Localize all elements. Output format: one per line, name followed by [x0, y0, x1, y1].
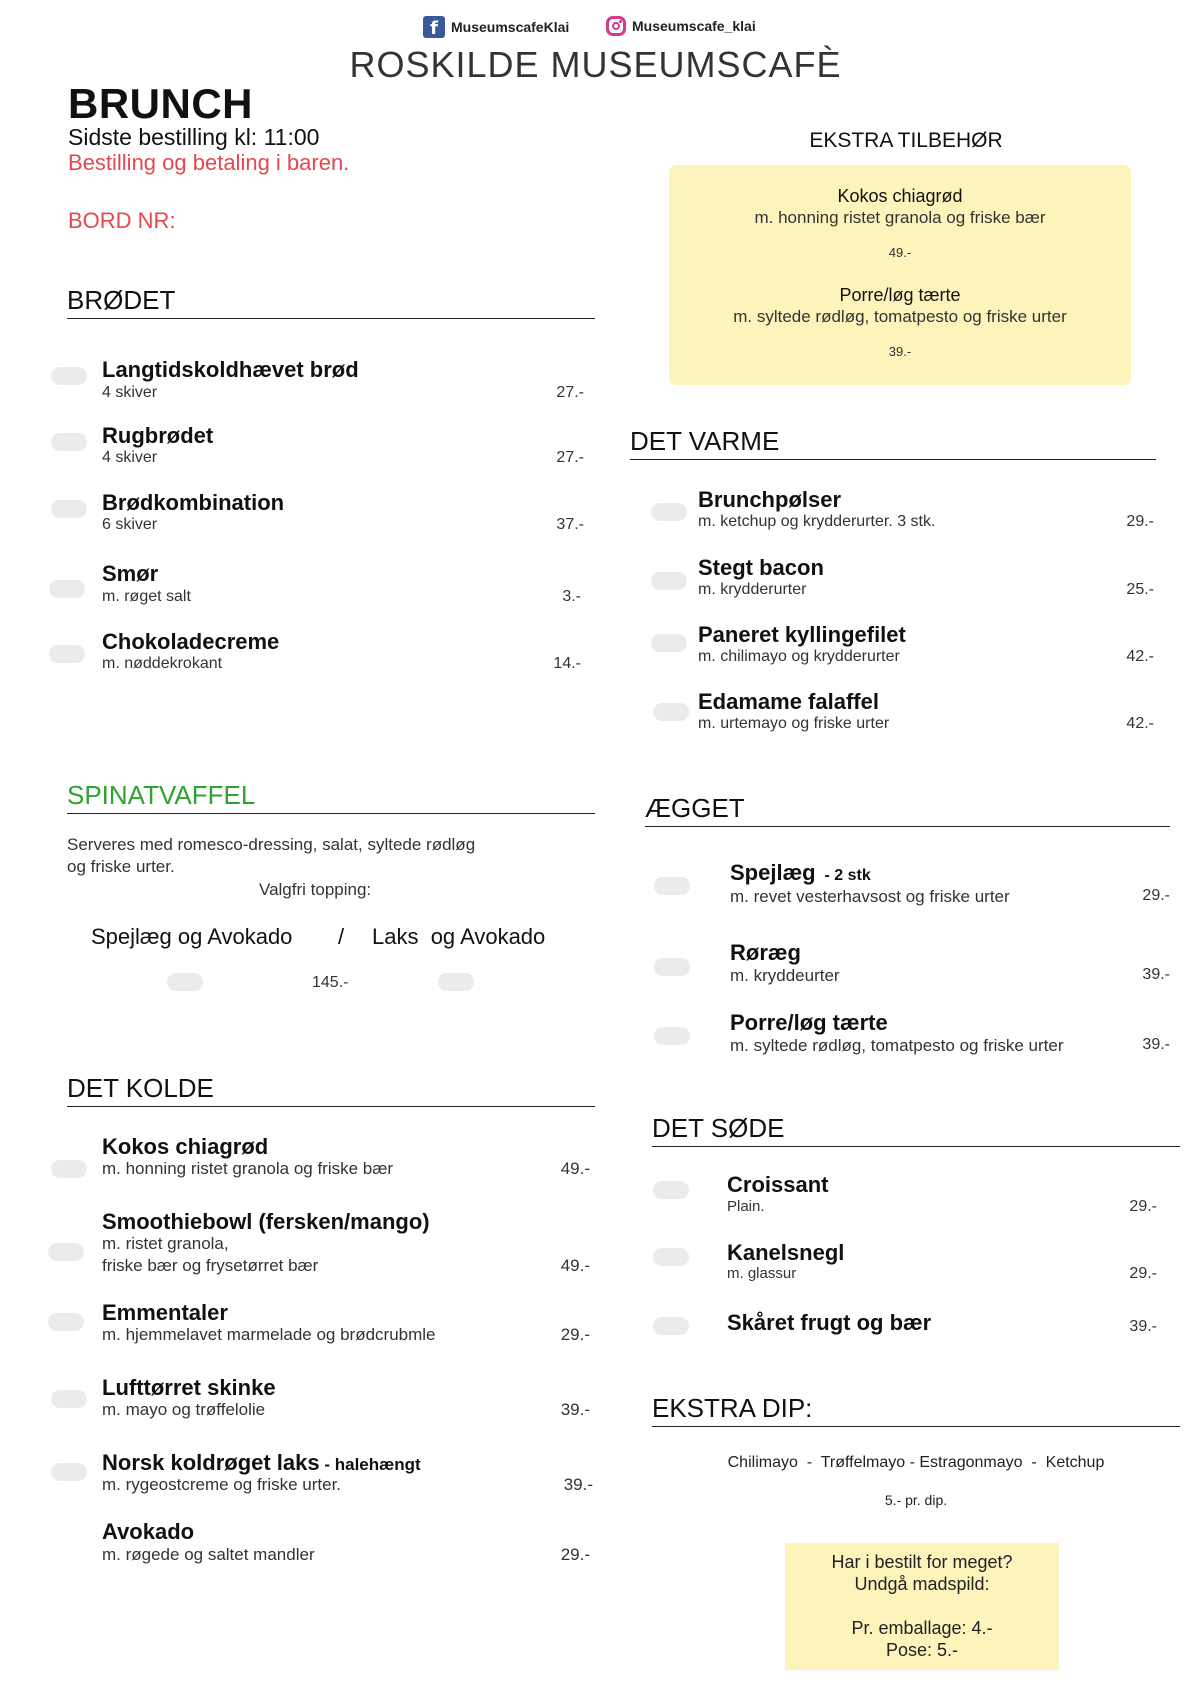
topping-option-egg-avocado: Spejlæg og Avokado [91, 924, 293, 949]
extra-item-price: 49.- [888, 245, 912, 260]
item-description: 4 skiver [102, 449, 158, 466]
order-checkbox[interactable] [654, 1027, 690, 1045]
item-price: 39.- [1129, 1318, 1157, 1335]
item-name: Brunchpølser [698, 487, 842, 512]
item-price: 29.- [560, 1325, 590, 1344]
item-name: Porre/løg tærte [730, 1010, 888, 1035]
instagram-icon [606, 16, 626, 36]
order-checkbox[interactable] [654, 877, 690, 895]
item-price: 49.- [560, 1256, 590, 1275]
spinat-price: 145.- [312, 974, 349, 991]
item-description: m. syltede rødløg, tomatpesto og friske urter [730, 1036, 1064, 1055]
item-price: 27.- [556, 449, 584, 466]
table-number-label: BORD NR: [68, 208, 176, 233]
item-description: m. chilimayo og krydderurter [698, 648, 900, 665]
item-price: 29.- [1129, 1265, 1157, 1282]
item-price: 27.- [556, 384, 584, 401]
item-name: Avokado [102, 1519, 195, 1544]
item-description: Plain. [727, 1198, 765, 1215]
dip-price: 5.- pr. dip. [884, 1492, 948, 1508]
extras-box [669, 165, 1131, 385]
order-checkbox[interactable] [651, 503, 687, 521]
order-checkbox[interactable] [653, 1248, 689, 1266]
item-name: Paneret kyllingefilet [698, 622, 906, 647]
item-name: Lufttørret skinke [102, 1375, 276, 1400]
section-title-tilbehor: EKSTRA TILBEHØR [809, 129, 1003, 152]
item-price: 29.- [560, 1545, 590, 1564]
order-checkbox[interactable] [653, 1317, 689, 1335]
item-name: Stegt bacon [698, 555, 824, 580]
item-price: 29.- [1129, 1198, 1157, 1215]
item-name: Kanelsnegl [727, 1240, 845, 1265]
section-title-brodet: BRØDET [67, 285, 595, 319]
page-title: BRUNCH [68, 80, 253, 127]
item-description: m. rygeostcreme og friske urter. [102, 1475, 342, 1494]
item-name: Brødkombination [102, 490, 285, 515]
item-description: 6 skiver [102, 516, 158, 533]
item-price: 3.- [562, 588, 581, 605]
item-price: 39.- [1142, 1036, 1170, 1053]
order-checkbox[interactable] [654, 958, 690, 976]
item-name: Smoothiebowl (fersken/mango) [102, 1209, 430, 1234]
item-price: 25.- [1126, 581, 1154, 598]
section-title-sode: DET SØDE [652, 1113, 1180, 1147]
spinat-description-2: og friske urter. [67, 857, 175, 876]
item-description: m. urtemayo og friske urter [698, 715, 890, 732]
topping-separator: / [338, 924, 345, 949]
item-name: Langtidskoldhævet brød [102, 357, 359, 382]
item-name: Røræg [730, 940, 801, 965]
order-checkbox[interactable] [48, 1243, 84, 1261]
item-description: 4 skiver [102, 384, 158, 401]
item-description: m. honning ristet granola og friske bær [102, 1159, 394, 1178]
order-checkbox[interactable] [48, 1313, 84, 1331]
order-checkbox[interactable] [49, 580, 85, 598]
order-checkbox[interactable] [651, 634, 687, 652]
facebook-handle: f MuseumscafeKlai [423, 16, 569, 38]
item-description: m. krydderurter [698, 581, 807, 598]
order-note: Bestilling og betaling i baren. [68, 150, 350, 175]
instagram-handle: Museumscafe_klai [606, 16, 756, 36]
order-checkbox[interactable] [653, 1181, 689, 1199]
order-checkbox[interactable] [51, 1463, 87, 1481]
order-checkbox[interactable] [51, 1160, 87, 1178]
item-price: 42.- [1126, 648, 1154, 665]
item-name-suffix: - 2 stk [815, 867, 871, 884]
item-price: 29.- [1142, 887, 1170, 904]
item-price: 42.- [1126, 715, 1154, 732]
item-price: 14.- [553, 655, 581, 672]
topping-option-salmon-avocado: Laks og Avokado [372, 924, 546, 949]
item-name [102, 1450, 421, 1476]
item-price: 29.- [1126, 513, 1154, 530]
food-waste-box [785, 1543, 1059, 1670]
item-name-text: Norsk koldrøget laks [102, 1450, 320, 1475]
item-description: m. nøddekrokant [102, 655, 223, 672]
last-order-note: Sidste bestilling kl: 11:00 [68, 124, 320, 150]
order-checkbox[interactable] [51, 433, 87, 451]
item-name: Skåret frugt og bær [727, 1310, 932, 1335]
item-description: m. røget salt [102, 588, 191, 605]
item-price: 39.- [560, 1400, 590, 1419]
item-description: m. mayo og trøffelolie [102, 1400, 266, 1419]
item-description: m. glassur [727, 1265, 797, 1282]
item-name: Chokoladecreme [102, 629, 280, 654]
order-checkbox[interactable] [51, 500, 87, 518]
item-name-suffix: - halehængt [319, 1455, 421, 1474]
item-name: Kokos chiagrød [102, 1134, 269, 1159]
item-name: Croissant [727, 1172, 829, 1197]
section-title-agget: ÆGGET [645, 793, 1170, 827]
order-checkbox[interactable] [51, 1390, 87, 1408]
item-name [730, 860, 871, 886]
order-checkbox-salmon-avocado[interactable] [438, 973, 474, 991]
facebook-icon: f [423, 16, 445, 38]
section-title-kolde: DET KOLDE [67, 1073, 595, 1107]
spinat-description-1: Serveres med romesco-dressing, salat, syltede rødløg [67, 835, 476, 854]
item-price: 37.- [556, 516, 584, 533]
item-price: 49.- [560, 1159, 590, 1178]
waste-subtitle: Undgå madspild: [854, 1574, 990, 1594]
item-description: m. ristet granola, [102, 1234, 229, 1253]
dip-list: Chilimayo - Trøffelmayo - Estragonmayo - Ketchup [727, 1454, 1105, 1471]
item-name: Emmentaler [102, 1300, 228, 1325]
order-checkbox[interactable] [49, 645, 85, 663]
item-description: m. kryddeurter [730, 966, 840, 985]
item-description: m. revet vesterhavsost og friske urter [730, 887, 1010, 906]
extra-item-description: m. syltede rødløg, tomatpesto og friske urter [733, 307, 1067, 326]
extra-item-description: m. honning ristet granola og friske bær [754, 208, 1046, 227]
order-checkbox[interactable] [653, 703, 689, 721]
item-name-text: Spejlæg [730, 860, 816, 885]
order-checkbox-egg-avocado[interactable] [167, 973, 203, 991]
item-name: Rugbrødet [102, 423, 214, 448]
item-name: Smør [102, 561, 159, 586]
waste-question: Har i bestilt for meget? [831, 1552, 1013, 1572]
brand-title: ROSKILDE MUSEUMSCAFÈ [349, 44, 842, 85]
packaging-price: Pr. emballage: 4.- [851, 1618, 993, 1638]
order-checkbox[interactable] [51, 367, 87, 385]
item-description: m. røgede og saltet mandler [102, 1545, 315, 1564]
topping-label: Valgfri topping: [259, 880, 372, 899]
section-title-dip: EKSTRA DIP: [652, 1393, 1180, 1427]
extra-item-name: Porre/løg tærte [839, 285, 961, 305]
item-description: m. ketchup og krydderurter. 3 stk. [698, 513, 936, 530]
item-name: Edamame falaffel [698, 689, 879, 714]
order-checkbox[interactable] [651, 572, 687, 590]
extra-item-name: Kokos chiagrød [837, 186, 963, 206]
bag-price: Pose: 5.- [885, 1640, 959, 1660]
item-price: 39.- [563, 1475, 593, 1494]
extra-item-price: 39.- [888, 344, 912, 359]
section-title-varme: DET VARME [630, 426, 1156, 460]
item-description: m. hjemmelavet marmelade og brødcrubmle [102, 1325, 436, 1344]
item-description-2: friske bær og frysetørret bær [102, 1256, 319, 1275]
item-price: 39.- [1142, 966, 1170, 983]
section-title-spinatvaffel: SPINATVAFFEL [67, 780, 595, 814]
